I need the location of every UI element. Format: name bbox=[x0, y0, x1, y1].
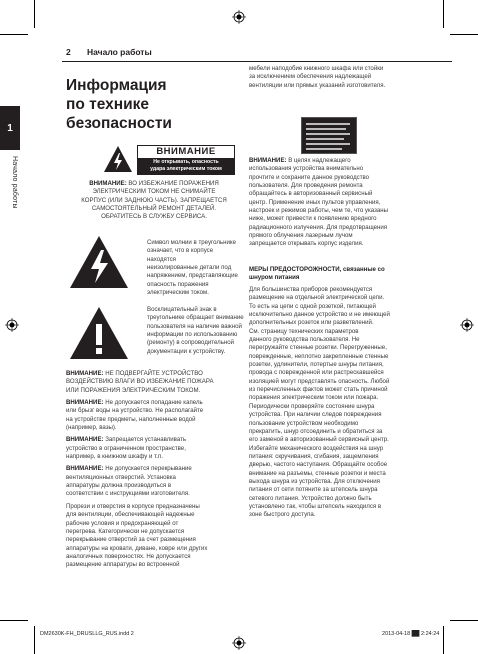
warning-lead: ВНИМАНИЕ: bbox=[89, 180, 127, 187]
laser-warning-label-image bbox=[301, 117, 357, 154]
title-line: Информация bbox=[66, 77, 167, 94]
text-line: (ремонту) в сопроводительной bbox=[147, 339, 235, 347]
text-line: дверью, частого наступания. Обращайте особое bbox=[249, 461, 388, 469]
text-line: дополнительных розеток или разветвлений. bbox=[249, 319, 374, 327]
heading-line: шнуром питания bbox=[249, 274, 300, 282]
text-line: провода с поврежденной или растрескавшейся bbox=[249, 369, 384, 377]
warning-caps-block bbox=[66, 180, 242, 222]
caution-label-subtitle bbox=[138, 158, 234, 174]
warning-lead: ВНИМАНИЕ: bbox=[249, 157, 287, 164]
registration-mark-icon bbox=[232, 10, 246, 24]
text-line: пользование устройством необходимо bbox=[249, 419, 359, 427]
registration-mark-icon bbox=[460, 318, 474, 332]
text-line: вентиляции или прямых указаний изготовителя. bbox=[249, 81, 386, 89]
text-line: НЕ ПОДВЕРГАЙТЕ УСТРОЙСТВО bbox=[103, 370, 203, 377]
text-line: ВО ИЗБЕЖАНИЕ ПОРАЖЕНИЯ bbox=[126, 180, 219, 187]
power-cord-text bbox=[249, 286, 449, 520]
paragraph bbox=[66, 370, 246, 395]
text-line: означает, что в корпусе находятся bbox=[147, 247, 214, 263]
text-line: исключительно данное устройство и не имеющей bbox=[249, 311, 390, 319]
text-line: питания от сети потяните за штепсель шнура bbox=[249, 486, 378, 494]
text-line: Символ молнии в треугольнике bbox=[147, 239, 236, 246]
chapter-tab: 1 bbox=[0, 106, 20, 150]
text-line: Избегайте механического воздействия на шнур bbox=[249, 444, 384, 452]
label-line bbox=[306, 138, 344, 140]
text-line: установлено так, чтобы штепсель находился в bbox=[249, 502, 382, 510]
crop-mark bbox=[450, 34, 478, 35]
text-line: электрическим током. bbox=[147, 289, 209, 297]
text-line: внимание на разъемы, стенные розетки и места bbox=[249, 469, 386, 477]
text-line: на устройстве предметы, наполненные водой bbox=[66, 415, 196, 423]
text-line: розетки, удлинители, потертые шнуры питания, bbox=[249, 361, 384, 369]
crop-mark bbox=[34, 0, 35, 28]
text-line: информации по использованию bbox=[147, 331, 238, 339]
text-line: его заменой в авторизованный сервисный центр. bbox=[249, 436, 389, 444]
label-line bbox=[306, 123, 350, 125]
text-line: выхода шнура из устройства. Для отключения bbox=[249, 477, 380, 485]
text-line: САМОСТОЯТЕЛЬНЫЙ РЕМОНТ ДЕТАЛЕЙ. bbox=[91, 205, 217, 213]
crop-mark bbox=[443, 626, 444, 654]
caution-label bbox=[137, 145, 235, 175]
caution-lightning-icon bbox=[103, 145, 133, 173]
crop-mark bbox=[450, 620, 478, 621]
text-line: размещение на отдельной электрической цепи. bbox=[249, 294, 385, 302]
text-line: поражения электрическим током или пожара. bbox=[249, 394, 379, 402]
text-line: данного руководства пользователя. Не bbox=[249, 336, 360, 344]
text-line: (например, вазы). bbox=[66, 424, 117, 432]
text-line: центр. Применение иных пультов управления, bbox=[249, 198, 381, 206]
text-line: пользователя. Для проведения ремонта bbox=[249, 182, 363, 190]
footer-filename: DM2630K-FH_DRUSLLG_RUS.indd 2 bbox=[40, 631, 134, 637]
laser-warning-text bbox=[249, 157, 449, 249]
text-line: из перечисленных фактов может стать причиной bbox=[249, 386, 388, 394]
paragraph bbox=[66, 465, 246, 498]
text-line: настроек и режимов работы, чем те, что указаны bbox=[249, 207, 389, 215]
text-line: поврежденные, неплотно закрепленные стенные bbox=[249, 352, 389, 360]
text-line: прямого облучения лазерным лучом bbox=[249, 232, 353, 240]
footer-timestamp: 2013-04-18 ██ 2:24:24 bbox=[382, 631, 440, 637]
title-line: безопасности bbox=[66, 115, 172, 132]
label-line bbox=[306, 143, 350, 145]
label-line bbox=[306, 133, 350, 135]
text-line: Восклицательный знак в bbox=[147, 306, 217, 313]
text-line: То есть на цепи с одной розеткой, питающей bbox=[249, 302, 376, 310]
page-title bbox=[66, 76, 226, 133]
caution-label-line: Не открывать, опасность bbox=[153, 159, 219, 165]
section-title: Начало работы bbox=[87, 47, 152, 57]
warning-lead: ВНИМАНИЕ: bbox=[66, 465, 104, 473]
warning-lead: ВНИМАНИЕ: bbox=[66, 436, 104, 444]
page-number: 2 bbox=[66, 47, 71, 57]
lightning-triangle-icon bbox=[69, 235, 129, 289]
text-line: Не допускается попадание капель bbox=[103, 399, 203, 407]
text-line: ВОЗДЕЙСТВИЮ ВЛАГИ ВО ИЗБЕЖАНИЕ ПОЖАРА bbox=[66, 378, 214, 386]
exclamation-triangle-icon bbox=[69, 306, 129, 360]
text-line: Периодически проверяйте состояние шнура bbox=[249, 402, 375, 410]
text-line: треугольнике обращает внимание bbox=[147, 314, 244, 322]
text-line: прекратить, шнур отсоединить и обратиться за bbox=[249, 427, 383, 435]
caution-label-title: ВНИМАНИЕ bbox=[138, 146, 234, 158]
caution-label-line: удара электрическим током bbox=[150, 166, 222, 172]
text-line: В целях надлежащего bbox=[286, 157, 351, 164]
crop-mark bbox=[443, 0, 444, 28]
crop-mark bbox=[0, 620, 28, 621]
lightning-description bbox=[147, 239, 242, 297]
label-line bbox=[306, 148, 342, 150]
text-line: неизолированные детали под bbox=[147, 264, 232, 272]
crop-mark bbox=[34, 626, 35, 654]
text-line: ОБРАТИТЕСЬ В СЛУЖБУ СЕРВИСА. bbox=[101, 213, 207, 221]
warning-lead: ВНИМАНИЕ: bbox=[66, 399, 104, 407]
crop-mark bbox=[0, 34, 28, 35]
text-line: мебели наподобие книжного шкафа или стойки bbox=[249, 65, 384, 72]
text-line: использования устройства внимательно bbox=[249, 165, 364, 173]
warning-lead: ВНИМАНИЕ: bbox=[66, 370, 104, 377]
right-column-continuation bbox=[249, 65, 449, 90]
left-column-body bbox=[66, 370, 246, 574]
text-line: за исключением обеспечения надлежащей bbox=[249, 73, 372, 81]
paragraph bbox=[66, 399, 246, 432]
text-lines: Прорези и отверстия в корпусе предназначены для вентиляции, обеспечивающей надежные рабочие условия и предохраняющей от перегрева. Категорически не допускается перекрывание отверстий за счет размещения аппаратуры на кровати, диване, ковре или других аналогичных поверхностях. Не допускается размещение аппаратуры во встроенной bbox=[66, 502, 208, 569]
heading-line: МЕРЫ ПРЕДОСТОРОЖНОСТИ, связанные со bbox=[249, 266, 385, 273]
text-line: ниже, может привести к появлению вредного bbox=[249, 215, 377, 223]
label-line bbox=[306, 128, 346, 130]
text-line: питания: скручивания, сгибания, защемления bbox=[249, 452, 379, 460]
text-line: документации к устройству. bbox=[147, 347, 226, 355]
text-lines: Не допускается перекрывание вентиляционных отверстий. Установка аппаратуры должна производиться в соответствии с инструкциями изготовителя. bbox=[66, 465, 192, 498]
text-lines: Запрещается устанавливать устройство в ограниченном пространстве, например, в книжном шкафу и т.п. bbox=[66, 436, 187, 461]
text-line: или брызг воды на устройство. Не располагайте bbox=[66, 407, 204, 415]
paragraph bbox=[66, 503, 246, 570]
chapter-tab-label: Начало работы bbox=[11, 156, 18, 209]
registration-mark-icon bbox=[5, 318, 19, 332]
text-line: опасность поражения bbox=[147, 280, 209, 288]
text-line: КОРПУС (ИЛИ ЗАДНЮЮ ЧАСТЬ). ЗАПРЕЩАЕТСЯ bbox=[81, 196, 227, 204]
text-line: прочтите и сохраните данное руководство bbox=[249, 173, 370, 181]
text-line: перегружайте стенные розетки. Перегруженные, bbox=[249, 344, 387, 352]
text-line: сетевого питания. Устройство должно быть bbox=[249, 494, 372, 502]
text-line: запрещается открывать корпус изделия. bbox=[249, 240, 364, 248]
text-line: пользователя на наличие важной bbox=[147, 322, 242, 330]
header-rule bbox=[62, 61, 452, 62]
text-line: ЭЛЕКТРИЧЕСКИМ ТОКОМ НЕ СНИМАЙТЕ bbox=[92, 188, 216, 196]
exclamation-description bbox=[147, 306, 247, 356]
text-line: зоне быстрого доступа. bbox=[249, 511, 316, 519]
text-line: ИЛИ ПОРАЖЕНИЯ ЭЛЕКТРИЧЕСКИМ ТОКОМ. bbox=[66, 386, 201, 394]
power-cord-heading bbox=[249, 266, 449, 283]
text-line: радиационного излучения. Для предотвращения bbox=[249, 223, 388, 231]
registration-mark-icon bbox=[232, 636, 246, 650]
title-line: по технике bbox=[66, 96, 150, 113]
text-line: обращайтесь в авторизованный сервисный bbox=[249, 190, 373, 198]
text-line: См. страницу технических параметров bbox=[249, 327, 359, 335]
text-line: устройства. При наличии следов повреждения bbox=[249, 411, 382, 419]
text-line: изоляцией могут представлять опасность. Любой bbox=[249, 377, 390, 385]
text-line: Для большинства приборов рекомендуется bbox=[249, 286, 373, 293]
paragraph bbox=[66, 436, 246, 461]
text-line: напряжением, представляющие bbox=[147, 272, 238, 280]
